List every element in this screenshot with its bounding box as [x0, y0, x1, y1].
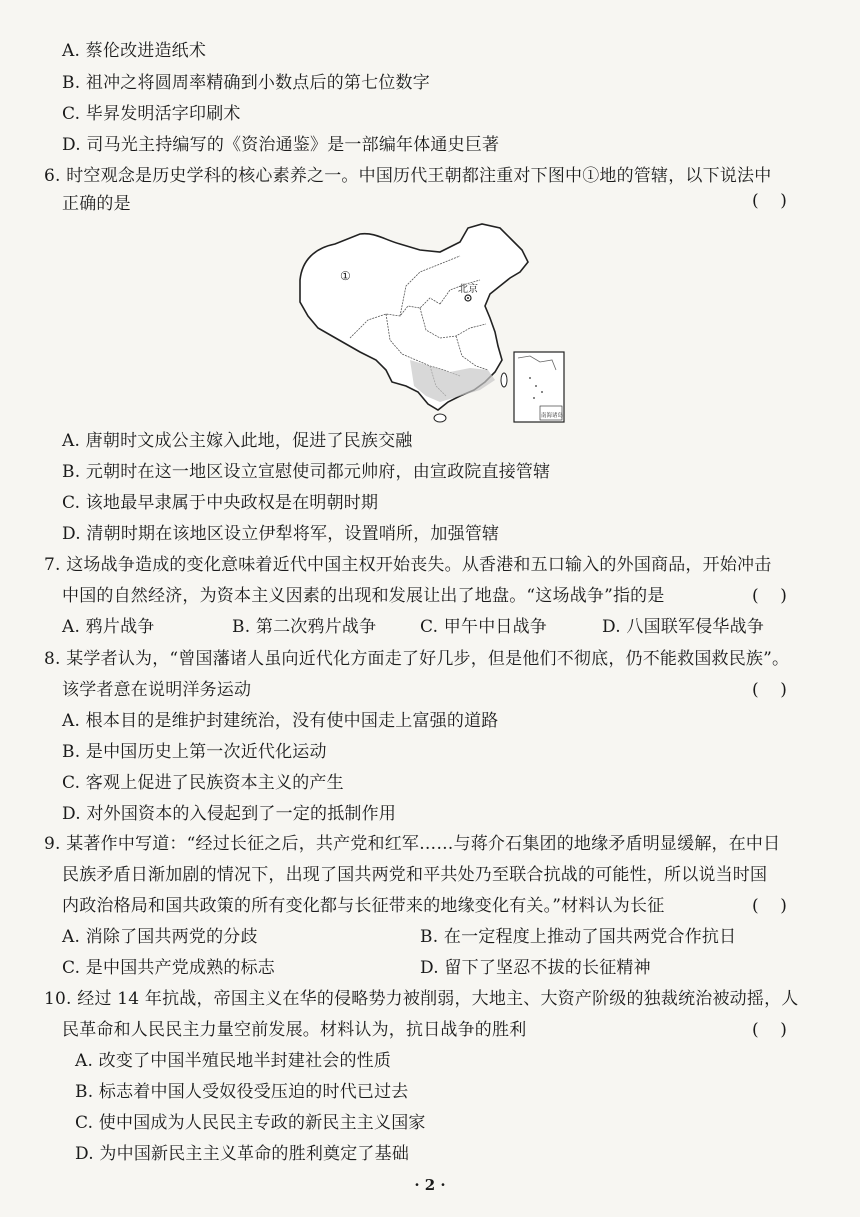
- q5-option-a: A. 蔡伦改进造纸术: [62, 41, 207, 61]
- q5-option-b: B. 祖冲之将圆周率精确到小数点后的第七位数字: [62, 73, 430, 93]
- q6-answer-paren: ( ): [752, 191, 787, 211]
- q8-option-a: A. 根本目的是维护封建统治，没有使中国走上富强的道路: [62, 711, 499, 731]
- q5-option-d: D. 司马光主持编写的《资治通鉴》是一部编年体通史巨著: [62, 135, 500, 155]
- q6-option-c: C. 该地最早隶属于中央政权是在明朝时期: [62, 493, 379, 513]
- q6-option-a: A. 唐朝时文成公主嫁入此地，促进了民族交融: [62, 431, 413, 451]
- hainan-island: [434, 414, 446, 422]
- q7-option-c: C. 甲午中日战争: [420, 617, 548, 637]
- q6-option-d: D. 清朝时期在该地区设立伊犁将军，设置哨所，加强管辖: [62, 524, 500, 544]
- q6-stem-line2: 正确的是: [62, 194, 131, 214]
- map-marker-1: ①: [340, 269, 351, 283]
- q6-option-b: B. 元朝时在这一地区设立宣慰使司都元帅府，由宣政院直接管辖: [62, 462, 551, 482]
- q9-stem-line1: 9. 某著作中写道：“经过长征之后，共产党和红军……与蒋介石集团的地缘矛盾明显缓解，在中日: [44, 834, 781, 854]
- q5-option-c: C. 毕昇发明活字印刷术: [62, 104, 241, 124]
- page-number: · 2 ·: [414, 1176, 446, 1194]
- q7-option-b: B. 第二次鸦片战争: [232, 617, 377, 637]
- q10-answer-paren: ( ): [752, 1020, 787, 1040]
- q10-option-a: A. 改变了中国半殖民地半封建社会的性质: [75, 1051, 392, 1071]
- beijing-label: 北京: [458, 284, 478, 295]
- taiwan-island: [501, 373, 507, 387]
- q9-option-d: D. 留下了坚忍不拔的长征精神: [420, 958, 651, 978]
- q8-answer-paren: ( ): [752, 680, 787, 700]
- q8-stem-line2: 该学者意在说明洋务运动: [62, 680, 252, 700]
- q9-option-a: A. 消除了国共两党的分歧: [62, 927, 258, 947]
- q7-stem-line1: 7. 这场战争造成的变化意味着近代中国主权开始丧失。从香港和五口输入的外国商品，开始冲击: [44, 555, 772, 575]
- q7-stem-line2: 中国的自然经济，为资本主义因素的出现和发展让出了地盘。“这场战争”指的是: [62, 586, 665, 606]
- q7-answer-paren: ( ): [752, 586, 787, 606]
- q10-option-c: C. 使中国成为人民民主专政的新民主主义国家: [75, 1113, 426, 1133]
- q8-option-d: D. 对外国资本的入侵起到了一定的抵制作用: [62, 804, 397, 824]
- q10-stem-line1: 10. 经过 14 年抗战，帝国主义在华的侵略势力被削弱，大地主、大资产阶级的独裁统治被动摇，人: [44, 989, 799, 1009]
- q10-option-b: B. 标志着中国人受奴役受压迫的时代已过去: [75, 1082, 409, 1102]
- inset-label: 南海诸岛: [541, 413, 564, 419]
- china-map-figure: [290, 220, 568, 425]
- q10-stem-line2: 民革命和人民民主力量空前发展。材料认为，抗日战争的胜利: [62, 1020, 527, 1040]
- q9-option-c: C. 是中国共产党成熟的标志: [62, 958, 276, 978]
- q8-option-b: B. 是中国历史上第一次近代化运动: [62, 742, 327, 762]
- q6-stem-line1: 6. 时空观念是历史学科的核心素养之一。中国历代王朝都注重对下图中①地的管辖，以下说法中: [44, 166, 772, 186]
- q9-stem-line3: 内政治格局和国共政策的所有变化都与长征带来的地缘变化有关。”材料认为长征: [62, 896, 665, 916]
- q9-option-b: B. 在一定程度上推动了国共两党合作抗日: [420, 927, 737, 947]
- q9-stem-line2: 民族矛盾日渐加剧的情况下，出现了国共两党和平共处乃至联合抗战的可能性，所以说当时国: [62, 865, 768, 885]
- q7-option-d: D. 八国联军侵华战争: [602, 617, 765, 637]
- q8-stem-line1: 8. 某学者认为，“曾国藩诸人虽向近代化方面走了好几步，但是他们不彻底，仍不能救国救民族”。: [44, 649, 790, 669]
- q8-option-c: C. 客观上促进了民族资本主义的产生: [62, 773, 344, 793]
- q10-option-d: D. 为中国新民主主义革命的胜利奠定了基础: [75, 1144, 410, 1164]
- q7-option-a: A. 鸦片战争: [62, 617, 155, 637]
- q9-answer-paren: ( ): [752, 896, 787, 916]
